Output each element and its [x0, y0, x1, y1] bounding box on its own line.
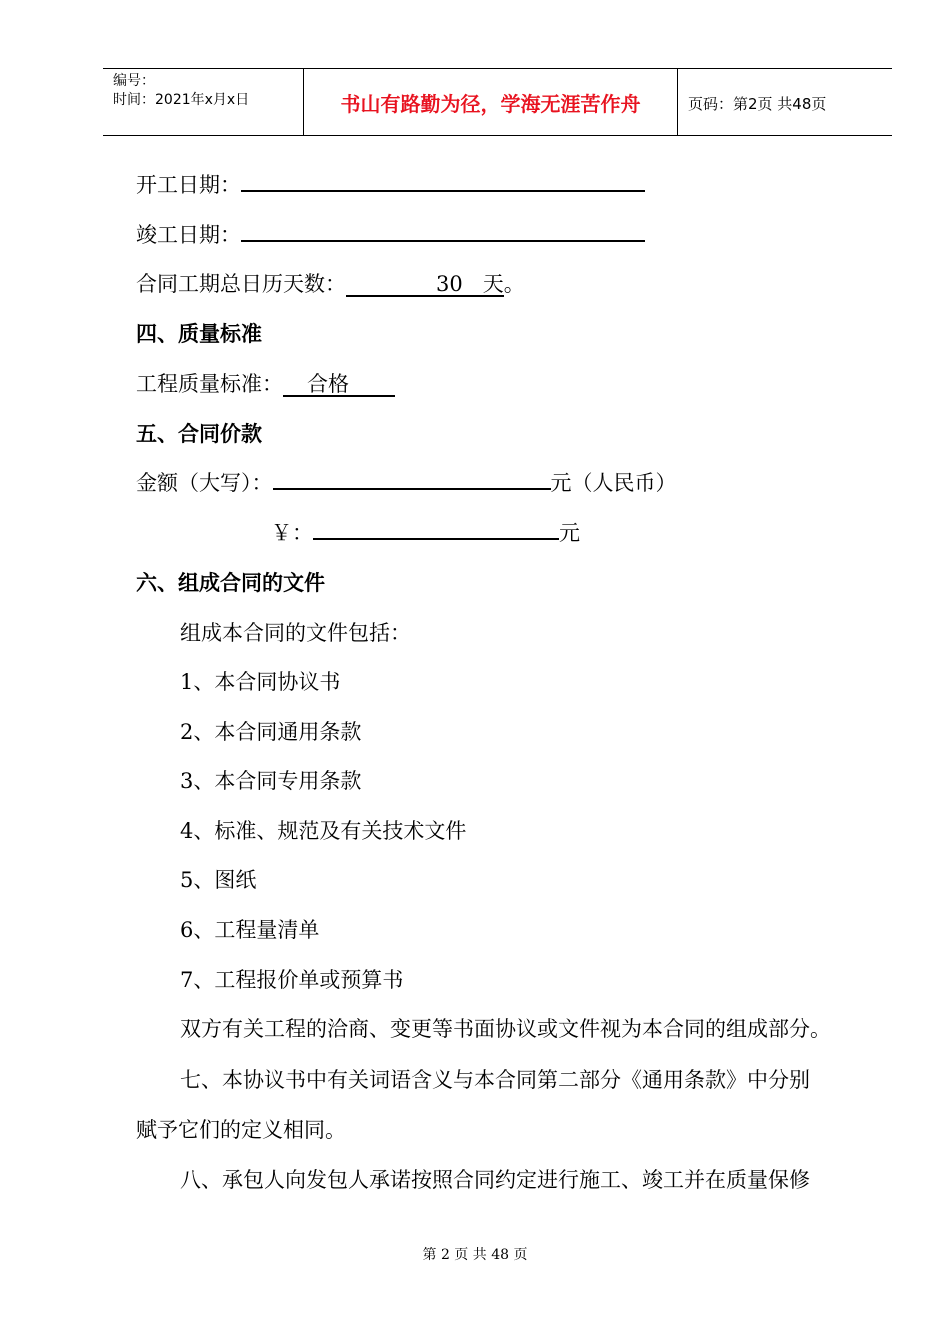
amount-line	[136, 469, 677, 497]
section4-title: 四、质量标准	[136, 322, 262, 346]
completion-date-blank[interactable]	[241, 222, 645, 242]
quality-field	[283, 373, 395, 397]
duration-label: 合同工期总日历天数：	[136, 272, 346, 296]
clause8-line1: 八、承包人向发包人承诺按照合同约定进行施工、竣工并在质量保修	[180, 1168, 810, 1192]
yen-label: ￥：	[271, 521, 313, 545]
motto-text: 书山有路勤为径，学海无涯苦作舟	[340, 92, 641, 116]
page-header	[103, 68, 892, 136]
duration-line	[136, 270, 525, 298]
docs-item: 5、图纸	[180, 868, 257, 892]
serial-label: 编号：	[113, 73, 155, 89]
quality-label: 工程质量标准：	[136, 372, 283, 396]
header-motto-cell	[304, 69, 678, 135]
docs-item: 7、工程报价单或预算书	[180, 968, 404, 992]
yen-blank[interactable]	[313, 520, 559, 540]
start-date-line	[136, 171, 645, 199]
yen-line	[271, 519, 580, 547]
page-footer: 第 2 页 共 48 页	[422, 1247, 528, 1263]
clause7-line1: 七、本协议书中有关词语含义与本合同第二部分《通用条款》中分别	[180, 1068, 810, 1092]
time-label: 时间：2021年x月x日	[113, 92, 250, 108]
start-date-label: 开工日期：	[136, 173, 241, 197]
start-date-blank[interactable]	[241, 172, 645, 192]
completion-date-label: 竣工日期：	[136, 223, 241, 247]
quality-line	[136, 370, 395, 398]
amount-label: 金额（大写）：	[136, 471, 273, 495]
docs-item: 6、工程量清单	[180, 918, 320, 942]
amount-unit: 元（人民币）	[550, 471, 677, 495]
section5-title: 五、合同价款	[136, 422, 262, 446]
duration-value: 30	[436, 272, 463, 296]
docs-note: 双方有关工程的洽商、变更等书面协议或文件视为本合同的组成部分。	[180, 1017, 831, 1041]
yen-unit: 元	[559, 521, 580, 545]
amount-blank[interactable]	[273, 470, 551, 490]
clause7-line2: 赋予它们的定义相同。	[136, 1118, 346, 1142]
section6-title: 六、组成合同的文件	[136, 571, 325, 595]
duration-field	[346, 273, 483, 297]
duration-end: 。	[503, 272, 525, 296]
header-meta-cell	[103, 69, 304, 135]
docs-item: 4、标准、规范及有关技术文件	[180, 819, 467, 843]
completion-date-line	[136, 221, 645, 249]
docs-item: 1、本合同协议书	[180, 670, 341, 694]
duration-unit: 天	[482, 272, 504, 296]
docs-intro: 组成本合同的文件包括：	[180, 621, 411, 645]
header-page-cell	[678, 69, 892, 135]
quality-value: 合格	[307, 372, 349, 396]
docs-item: 3、本合同专用条款	[180, 769, 362, 793]
docs-item: 2、本合同通用条款	[180, 720, 362, 744]
header-page-info: 页码：第2页 共48页	[688, 95, 827, 113]
